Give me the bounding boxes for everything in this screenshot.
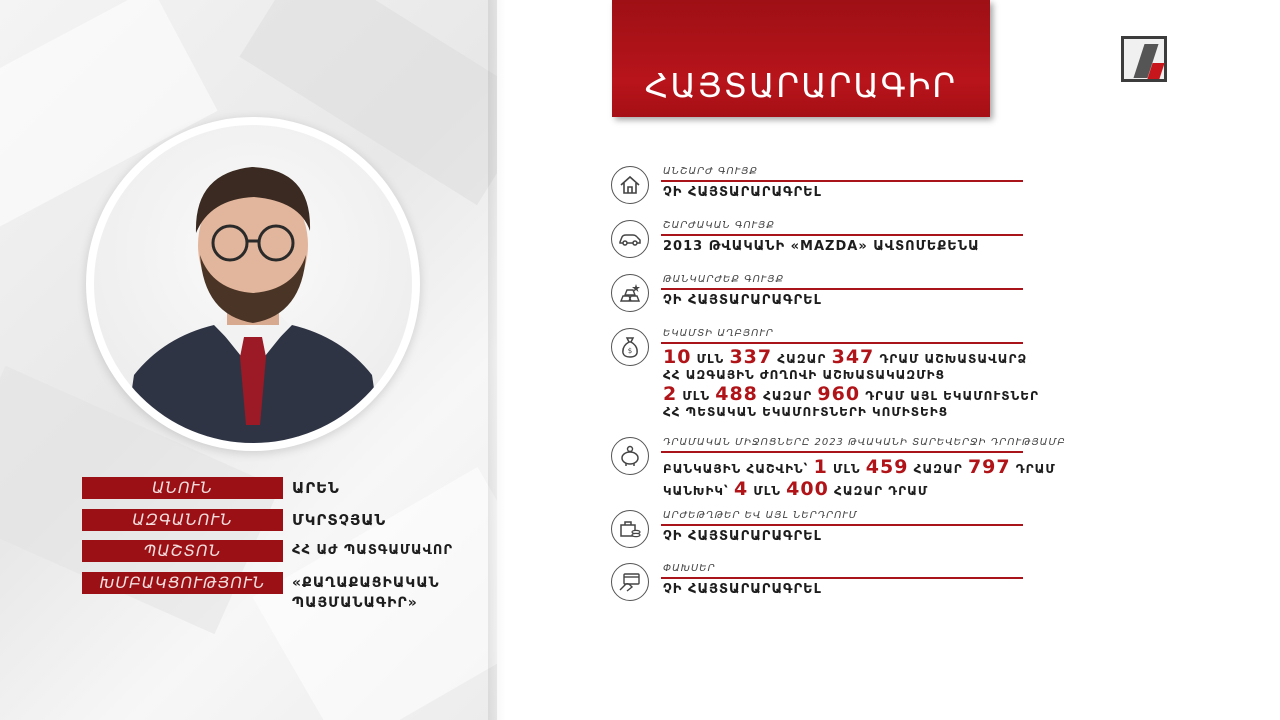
other-income-units: 960 (817, 383, 861, 405)
securities-value: ՉԻ ՀԱՅՏԱՐԱՐԱԳՐԵԼ (663, 529, 822, 544)
income-type-text: ԴՐԱՄ ԱՇԽԱՏԱՎԱՐՁ (874, 352, 1028, 366)
car-icon (611, 220, 649, 258)
faction-value-line2: ՊԱՅՄԱՆԱԳԻՐ» (292, 595, 418, 611)
loans-label: ՓԱԽՍԵՐ (663, 563, 716, 574)
faction-value-line1: «ՔԱՂԱՔԱՑԻԱԿԱՆ (292, 575, 440, 591)
real-estate-value: ՉԻ ՀԱՅՏԱՐԱՐԱԳՐԵԼ (663, 185, 822, 200)
unit-text: ՀԱԶԱՐ (757, 389, 818, 403)
divider (661, 288, 1023, 290)
bank-account-text: ԲԱՆԿԱՅԻՆ ՀԱՇՎԻՆ՝ (663, 462, 814, 476)
movable-property-value: 2013 ԹՎԱԿԱՆԻ «MAZDA» ԱՎՏՈՄԵՔԵՆԱ (663, 239, 980, 254)
position-value: ՀՀ ԱԺ ՊԱՏԳԱՄԱՎՈՐ (292, 543, 454, 558)
position-label: ՊԱՇՏՈՆ (82, 540, 283, 562)
house-icon (611, 166, 649, 204)
income-source-2: ՀՀ ՊԵՏԱԿԱՆ ԵԿԱՄՈՒՏՆԵՐԻ ԿՈՄԻՏԵԻՑ (663, 405, 949, 419)
unit-text: ՀԱԶԱՐ (772, 352, 832, 366)
income-units: 347 (831, 346, 875, 368)
card-hand-icon (611, 563, 649, 601)
income-source-1: ՀՀ ԱԶԳԱՅԻՆ ԺՈՂՈՎԻ ԱՇԽԱՏԱԿԱԶՄԻՑ (663, 368, 945, 382)
other-income-thousands: 488 (715, 383, 758, 405)
other-income-millions: 2 (663, 383, 678, 405)
unit-text: ՄԼՆ (677, 389, 716, 403)
income-thousands: 337 (729, 346, 773, 368)
piggy-bank-icon (611, 437, 649, 475)
divider (661, 234, 1023, 236)
name-value: ԱՐԵՆ (292, 479, 340, 497)
income-millions: 10 (663, 346, 692, 368)
divider (661, 180, 1023, 182)
svg-text:$: $ (627, 347, 633, 355)
surname-label: ԱԶԳԱՆՈՒՆ (82, 509, 283, 531)
money-bag-icon (611, 328, 649, 366)
valuables-label: ԹԱՆԿԱՐԺԵՔ ԳՈՒՅՔ (663, 274, 785, 285)
cash-thousands: 400 (786, 478, 829, 500)
unit-text: ՀԱԶԱՐ (908, 462, 968, 476)
movable-property-label: ՇԱՐԺԱԿԱՆ ԳՈՒՅՔ (663, 220, 775, 231)
unit-text: ՄԼՆ (827, 462, 866, 476)
portrait-illustration (94, 125, 412, 443)
income-label: ԵԿԱՄՏԻ ԱՂԲՅՈՒՐ (663, 328, 774, 339)
cash-millions: 4 (733, 478, 749, 500)
title-banner (612, 0, 990, 117)
unit-text: ՄԼՆ (691, 352, 730, 366)
faction-label: ԽՄԲԱԿՑՈՒԹՅՈՒՆ (82, 572, 283, 594)
unit-text: ՄԼՆ (748, 484, 787, 498)
cash-on-hand-text: ԿԱՆԽԻԿ՝ (663, 484, 734, 498)
cash-label: ԴՐԱՄԱԿԱՆ ՄԻՋՈՑՆԵՐԸ 2023 ԹՎԱԿԱՆԻ ՏԱՐԵՎԵՐՋԻ ԴՐՈՒԹՅԱՄԲ (663, 437, 1066, 448)
portrait-photo (94, 125, 412, 443)
cash-hand-line (663, 479, 928, 501)
bank-units: 797 (967, 456, 1011, 478)
income-type-text: ԴՐԱՄ ԱՅԼ ԵԿԱՄՈՒՏՆԵՐ (860, 389, 1039, 403)
page-title: ՀԱՅՏԱՐԱՐԱԳԻՐ (644, 66, 958, 105)
securities-label: ԱՐԺԵԹՂԹԵՐ ԵՎ ԱՅԼ ՆԵՐԴՐՈՒՄ (663, 510, 858, 521)
valuables-value: ՉԻ ՀԱՅՏԱՐԱՐԱԳՐԵԼ (663, 293, 822, 308)
loans-value: ՉԻ ՀԱՅՏԱՐԱՐԱԳՐԵԼ (663, 582, 822, 597)
bank-millions: 1 (813, 456, 828, 478)
divider (661, 451, 1023, 453)
divider (661, 524, 1023, 526)
briefcase-icon (611, 510, 649, 548)
unit-text: ԴՐԱՄ (1010, 462, 1056, 476)
unit-text: ՀԱԶԱՐ ԴՐԱՄ (828, 484, 929, 498)
name-label: ԱՆՈՒՆ (82, 477, 283, 499)
gold-bars-icon (611, 274, 649, 312)
real-estate-label: ԱՆՇԱՐԺ ԳՈՒՅՔ (663, 166, 758, 177)
channel-logo (1121, 36, 1167, 82)
bank-thousands: 459 (865, 456, 909, 478)
surname-value: ՄԿՐՏՉՅԱՆ (292, 511, 387, 529)
cash-bank-line (663, 457, 1056, 479)
divider (661, 577, 1023, 579)
divider (661, 342, 1023, 344)
page-fold-shadow (488, 0, 506, 720)
